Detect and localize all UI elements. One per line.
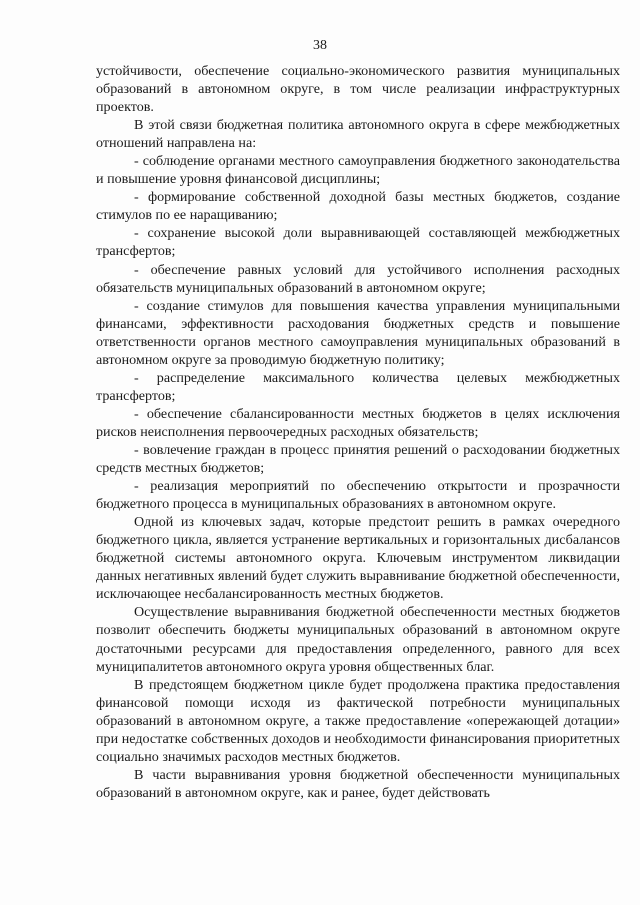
paragraph-equalization: Осуществление выравнивания бюджетной обеспеченности местных бюджетов позволит обеспечить бюджеты муниципальных образований в автономном округе достаточными ресурсами для предоставления определенного, равного для всех муниципалитетов автономного округа уровня общественных благ. bbox=[96, 604, 620, 675]
paragraph-equalization-level: В части выравнивания уровня бюджетной обеспеченности муниципальных образований в автономном округе, как и ранее, будет действовать bbox=[96, 766, 620, 801]
list-item-incentives: - создание стимулов для повышения качества управления муниципальными финансами, эффективности расходования бюджетных средств и повышение ответственности органов местного самоуправления муниципальных образований в автономном округе за проводимую бюджетную политику; bbox=[96, 297, 620, 368]
paragraph-continuation: устойчивости, обеспечение социально-экономического развития муниципальных образований в автономном округе, в том числе реализации инфраструктурных проектов. bbox=[96, 63, 620, 116]
list-item-transparency: - реализация мероприятий по обеспечению открытости и прозрачности бюджетного процесса в муниципальных образованиях в автономном округе. bbox=[96, 478, 620, 513]
paragraph-intro-policy: В этой связи бюджетная политика автономного округа в сфере межбюджетных отношений направлена на: bbox=[96, 117, 620, 152]
page-number: 38 bbox=[313, 38, 327, 53]
document-body bbox=[96, 62, 620, 802]
paragraph-key-tasks: Одной из ключевых задач, которые предстоит решить в рамках очередного бюджетного цикла, является устранение вертикальных и горизонтальных дисбалансов бюджетной системы автономного округа. Ключевым инструментом ликвидации данных негативных явлений будет служить выравнивание бюджетной обеспеченности, исключающее несбалансированность местных бюджетов. bbox=[96, 514, 620, 603]
list-item-balance: - обеспечение сбалансированности местных бюджетов в целях исключения рисков неисполнения первоочередных расходных обязательств; bbox=[96, 405, 620, 440]
list-item-discipline: - соблюдение органами местного самоуправления бюджетного законодательства и повышение уровня финансовой дисциплины; bbox=[96, 153, 620, 188]
list-item-targeted-transfers: - распределение максимального количества целевых межбюджетных трансфертов; bbox=[96, 369, 620, 404]
list-item-equal-conditions: - обеспечение равных условий для устойчивого исполнения расходных обязательств муниципальных образований в автономном округе; bbox=[96, 261, 620, 296]
list-item-equalizing-share: - сохранение высокой доли выравнивающей составляющей межбюджетных трансфертов; bbox=[96, 225, 620, 260]
list-item-revenue-base: - формирование собственной доходной базы местных бюджетов, создание стимулов по ее наращиванию; bbox=[96, 189, 620, 224]
paragraph-financial-assistance: В предстоящем бюджетном цикле будет продолжена практика предоставления финансовой помощи исходя из фактической потребности муниципальных образований в автономном округе, а также предоставление «опережающей дотации» при недостатке собственных доходов и необходимости финансирования приоритетных социально значимых расходов местных бюджетов. bbox=[96, 676, 620, 765]
list-item-citizen-involvement: - вовлечение граждан в процесс принятия решений о расходовании бюджетных средств местных бюджетов; bbox=[96, 441, 620, 477]
